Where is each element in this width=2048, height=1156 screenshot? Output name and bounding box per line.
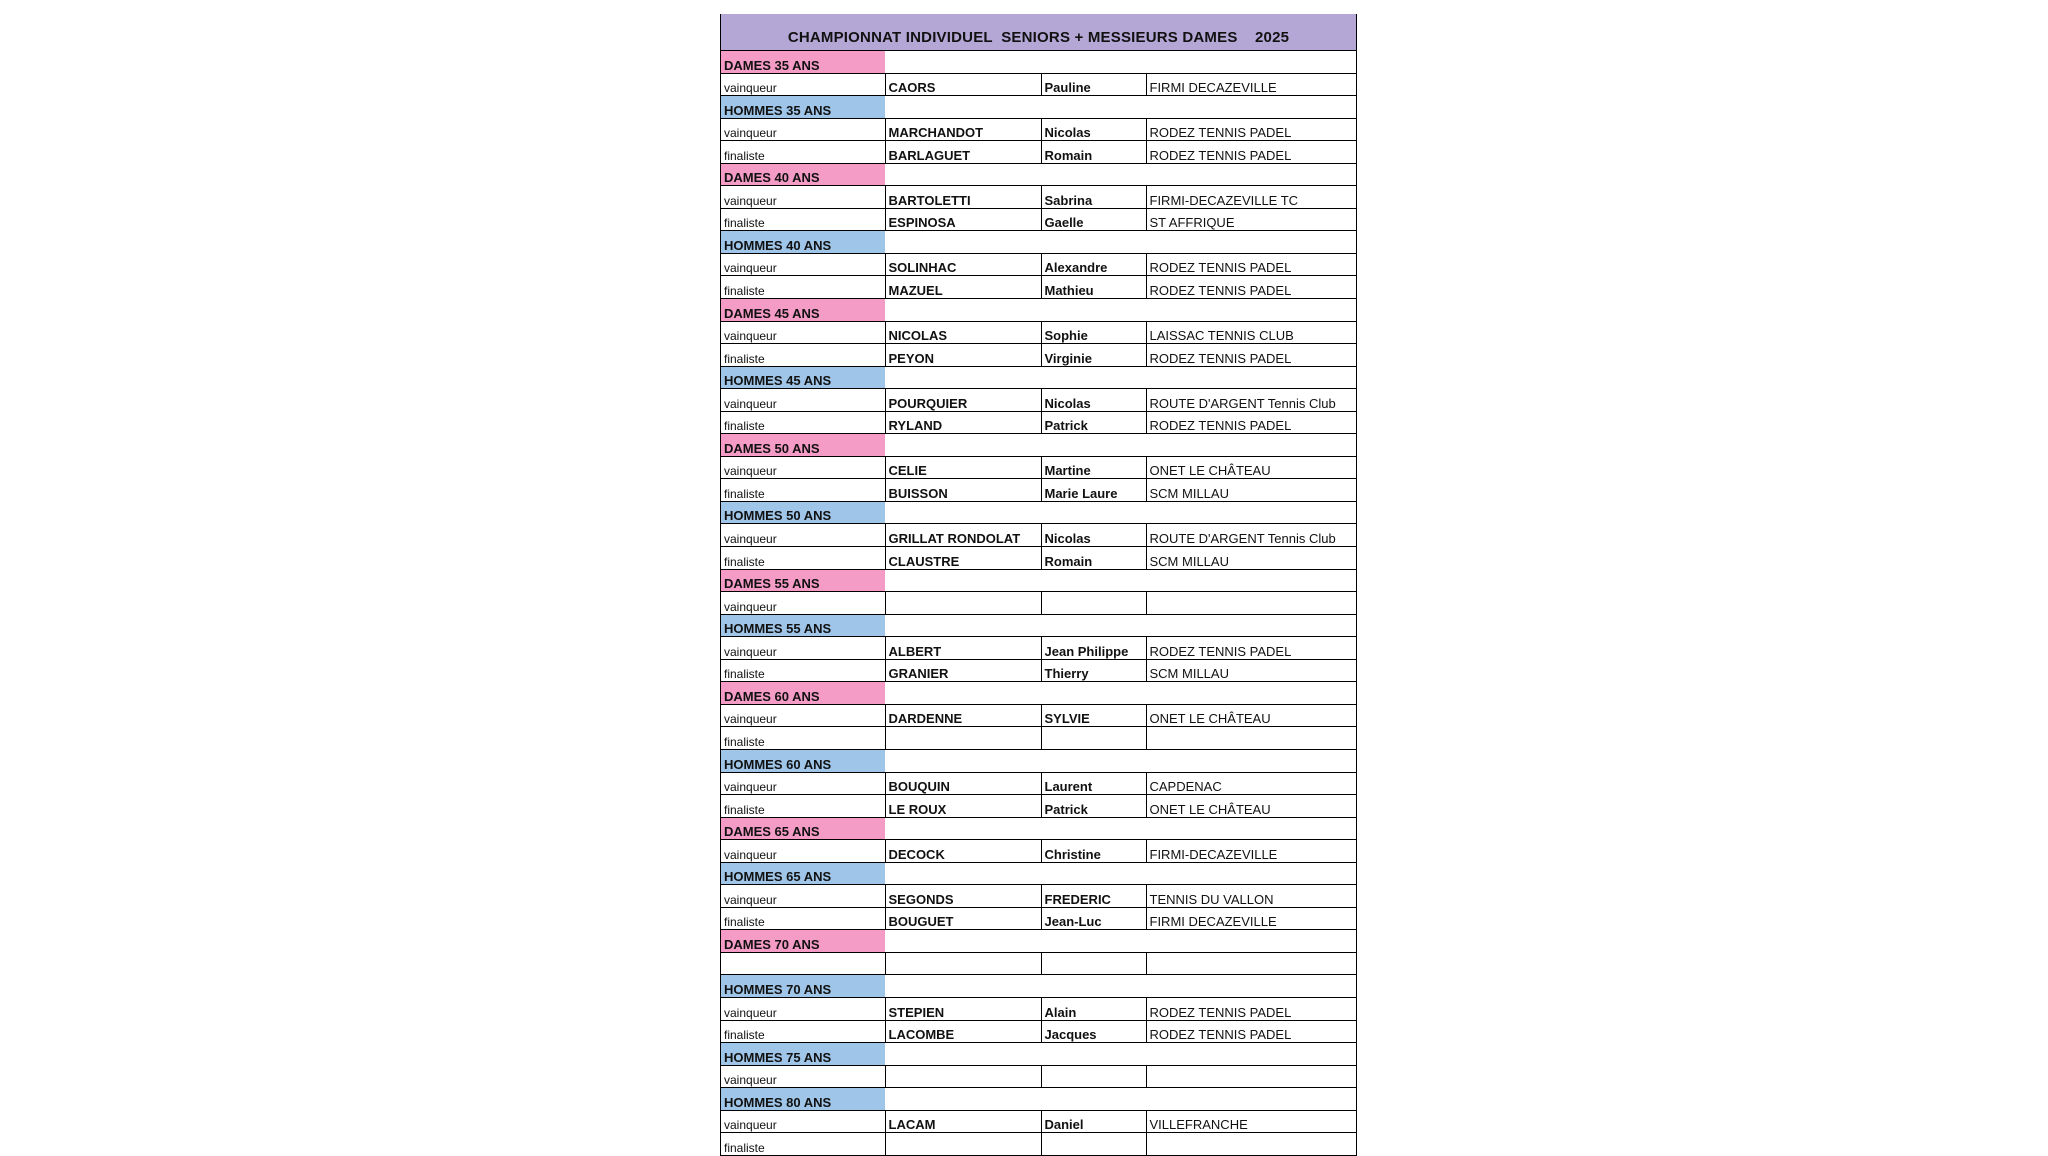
empty-cell xyxy=(885,299,1041,322)
player-row xyxy=(721,952,1356,975)
club-cell: SCM MILLAU xyxy=(1146,547,1356,570)
player-row xyxy=(721,727,1356,750)
surname-cell: BARTOLETTI xyxy=(885,186,1041,209)
role-cell: vainqueur xyxy=(721,456,885,479)
role-cell: vainqueur xyxy=(721,524,885,547)
empty-cell xyxy=(885,51,1041,74)
surname-cell: GRANIER xyxy=(885,659,1041,682)
empty-cell xyxy=(885,749,1041,772)
surname-cell xyxy=(885,1065,1041,1088)
club-cell xyxy=(1146,1133,1356,1156)
category-label: DAMES 50 ANS xyxy=(721,434,885,457)
surname-cell: GRILLAT RONDOLAT xyxy=(885,524,1041,547)
player-row xyxy=(721,997,1356,1020)
role-cell: finaliste xyxy=(721,1133,885,1156)
surname-cell: LACAM xyxy=(885,1110,1041,1133)
club-cell: VILLEFRANCHE xyxy=(1146,1110,1356,1133)
role-cell: vainqueur xyxy=(721,1110,885,1133)
category-header xyxy=(721,231,1356,254)
surname-cell xyxy=(885,727,1041,750)
club-cell: FIRMI DECAZEVILLE xyxy=(1146,907,1356,930)
firstname-cell: Jacques xyxy=(1041,1020,1146,1043)
empty-cell xyxy=(1146,614,1356,637)
firstname-cell: Romain xyxy=(1041,141,1146,164)
club-cell: ONET LE CHÂTEAU xyxy=(1146,456,1356,479)
firstname-cell: Laurent xyxy=(1041,772,1146,795)
surname-cell xyxy=(885,952,1041,975)
category-label: HOMMES 80 ANS xyxy=(721,1088,885,1111)
category-label: DAMES 45 ANS xyxy=(721,299,885,322)
surname-cell: LACOMBE xyxy=(885,1020,1041,1043)
empty-cell xyxy=(885,682,1041,705)
empty-cell xyxy=(885,434,1041,457)
empty-cell xyxy=(1041,1088,1146,1111)
club-cell: RODEZ TENNIS PADEL xyxy=(1146,997,1356,1020)
category-header xyxy=(721,1043,1356,1066)
club-cell xyxy=(1146,592,1356,615)
empty-cell xyxy=(1146,682,1356,705)
empty-cell xyxy=(1041,51,1146,74)
club-cell: ONET LE CHÂTEAU xyxy=(1146,704,1356,727)
firstname-cell: Gaelle xyxy=(1041,208,1146,231)
category-label: HOMMES 75 ANS xyxy=(721,1043,885,1066)
role-cell: vainqueur xyxy=(721,389,885,412)
category-header xyxy=(721,501,1356,524)
empty-cell xyxy=(1041,817,1146,840)
player-row xyxy=(721,321,1356,344)
role-cell: finaliste xyxy=(721,208,885,231)
surname-cell: RYLAND xyxy=(885,411,1041,434)
player-row xyxy=(721,411,1356,434)
role-cell: vainqueur xyxy=(721,186,885,209)
surname-cell xyxy=(885,592,1041,615)
club-cell: RODEZ TENNIS PADEL xyxy=(1146,1020,1356,1043)
empty-cell xyxy=(1146,862,1356,885)
empty-cell xyxy=(1041,569,1146,592)
player-row xyxy=(721,208,1356,231)
empty-cell xyxy=(1146,749,1356,772)
role-cell: finaliste xyxy=(721,659,885,682)
surname-cell: CELIE xyxy=(885,456,1041,479)
club-cell: SCM MILLAU xyxy=(1146,479,1356,502)
player-row xyxy=(721,907,1356,930)
firstname-cell xyxy=(1041,952,1146,975)
empty-cell xyxy=(1146,163,1356,186)
empty-cell xyxy=(1041,749,1146,772)
surname-cell: ESPINOSA xyxy=(885,208,1041,231)
surname-cell: ALBERT xyxy=(885,637,1041,660)
player-row xyxy=(721,1110,1356,1133)
player-row xyxy=(721,1065,1356,1088)
role-cell: vainqueur xyxy=(721,592,885,615)
results-table xyxy=(721,50,1356,1155)
role-cell: vainqueur xyxy=(721,73,885,96)
role-cell: vainqueur xyxy=(721,118,885,141)
category-label: HOMMES 35 ANS xyxy=(721,96,885,119)
results-sheet xyxy=(720,14,1357,1156)
club-cell: ONET LE CHÂTEAU xyxy=(1146,795,1356,818)
empty-cell xyxy=(885,975,1041,998)
category-header xyxy=(721,434,1356,457)
firstname-cell: Nicolas xyxy=(1041,389,1146,412)
club-cell xyxy=(1146,1065,1356,1088)
category-header xyxy=(721,614,1356,637)
surname-cell: CAORS xyxy=(885,73,1041,96)
empty-cell xyxy=(885,231,1041,254)
category-header xyxy=(721,163,1356,186)
category-header xyxy=(721,749,1356,772)
club-cell: RODEZ TENNIS PADEL xyxy=(1146,411,1356,434)
category-header xyxy=(721,1088,1356,1111)
role-cell: finaliste xyxy=(721,1020,885,1043)
club-cell: RODEZ TENNIS PADEL xyxy=(1146,637,1356,660)
category-label: DAMES 70 ANS xyxy=(721,930,885,953)
player-row xyxy=(721,795,1356,818)
role-cell: vainqueur xyxy=(721,772,885,795)
role-cell: vainqueur xyxy=(721,1065,885,1088)
role-cell: vainqueur xyxy=(721,637,885,660)
empty-cell xyxy=(1146,501,1356,524)
surname-cell: MARCHANDOT xyxy=(885,118,1041,141)
player-row xyxy=(721,547,1356,570)
category-header xyxy=(721,682,1356,705)
firstname-cell: Thierry xyxy=(1041,659,1146,682)
empty-cell xyxy=(1146,930,1356,953)
player-row xyxy=(721,772,1356,795)
surname-cell: SOLINHAC xyxy=(885,253,1041,276)
firstname-cell: Alain xyxy=(1041,997,1146,1020)
role-cell: vainqueur xyxy=(721,321,885,344)
empty-cell xyxy=(1041,96,1146,119)
surname-cell: NICOLAS xyxy=(885,321,1041,344)
role-cell: vainqueur xyxy=(721,704,885,727)
category-header xyxy=(721,975,1356,998)
role-cell: finaliste xyxy=(721,907,885,930)
empty-cell xyxy=(1146,817,1356,840)
empty-cell xyxy=(1041,299,1146,322)
empty-cell xyxy=(1041,614,1146,637)
category-header xyxy=(721,299,1356,322)
firstname-cell: Romain xyxy=(1041,547,1146,570)
role-cell: finaliste xyxy=(721,795,885,818)
surname-cell: POURQUIER xyxy=(885,389,1041,412)
category-header xyxy=(721,862,1356,885)
club-cell: SCM MILLAU xyxy=(1146,659,1356,682)
firstname-cell: Patrick xyxy=(1041,795,1146,818)
surname-cell: DARDENNE xyxy=(885,704,1041,727)
firstname-cell: Sabrina xyxy=(1041,186,1146,209)
firstname-cell: Nicolas xyxy=(1041,118,1146,141)
category-label: DAMES 65 ANS xyxy=(721,817,885,840)
player-row xyxy=(721,141,1356,164)
surname-cell: LE ROUX xyxy=(885,795,1041,818)
sheet-title: CHAMPIONNAT INDIVIDUEL SENIORS + MESSIEURS DAMES 2025 xyxy=(721,14,1356,50)
player-row xyxy=(721,344,1356,367)
player-row xyxy=(721,276,1356,299)
club-cell: ST AFFRIQUE xyxy=(1146,208,1356,231)
surname-cell: BUISSON xyxy=(885,479,1041,502)
empty-cell xyxy=(1041,862,1146,885)
firstname-cell: Jean-Luc xyxy=(1041,907,1146,930)
empty-cell xyxy=(1146,1088,1356,1111)
firstname-cell: Alexandre xyxy=(1041,253,1146,276)
empty-cell xyxy=(885,930,1041,953)
category-label: HOMMES 45 ANS xyxy=(721,366,885,389)
category-header xyxy=(721,366,1356,389)
empty-cell xyxy=(885,614,1041,637)
empty-cell xyxy=(1041,930,1146,953)
club-cell: RODEZ TENNIS PADEL xyxy=(1146,344,1356,367)
category-label: HOMMES 55 ANS xyxy=(721,614,885,637)
role-cell: finaliste xyxy=(721,411,885,434)
empty-cell xyxy=(1041,682,1146,705)
surname-cell: BOUQUIN xyxy=(885,772,1041,795)
role-cell: finaliste xyxy=(721,727,885,750)
category-label: DAMES 60 ANS xyxy=(721,682,885,705)
firstname-cell: Jean Philippe xyxy=(1041,637,1146,660)
empty-cell xyxy=(885,96,1041,119)
firstname-cell: Sophie xyxy=(1041,321,1146,344)
player-row xyxy=(721,704,1356,727)
empty-cell xyxy=(1146,96,1356,119)
player-row xyxy=(721,524,1356,547)
firstname-cell: SYLVIE xyxy=(1041,704,1146,727)
club-cell: ROUTE D'ARGENT Tennis Club xyxy=(1146,524,1356,547)
surname-cell: BARLAGUET xyxy=(885,141,1041,164)
firstname-cell xyxy=(1041,727,1146,750)
surname-cell: BOUGUET xyxy=(885,907,1041,930)
club-cell: FIRMI-DECAZEVILLE TC xyxy=(1146,186,1356,209)
role-cell: finaliste xyxy=(721,276,885,299)
surname-cell xyxy=(885,1133,1041,1156)
role-cell: vainqueur xyxy=(721,253,885,276)
club-cell: FIRMI DECAZEVILLE xyxy=(1146,73,1356,96)
player-row xyxy=(721,1133,1356,1156)
surname-cell: PEYON xyxy=(885,344,1041,367)
role-cell: vainqueur xyxy=(721,840,885,863)
firstname-cell: Martine xyxy=(1041,456,1146,479)
category-label: DAMES 35 ANS xyxy=(721,51,885,74)
empty-cell xyxy=(1146,975,1356,998)
role-cell: finaliste xyxy=(721,547,885,570)
empty-cell xyxy=(885,366,1041,389)
empty-cell xyxy=(1041,975,1146,998)
firstname-cell: FREDERIC xyxy=(1041,885,1146,908)
player-row xyxy=(721,637,1356,660)
category-header xyxy=(721,817,1356,840)
club-cell: CAPDENAC xyxy=(1146,772,1356,795)
surname-cell: STEPIEN xyxy=(885,997,1041,1020)
category-header xyxy=(721,930,1356,953)
firstname-cell xyxy=(1041,1133,1146,1156)
player-row xyxy=(721,389,1356,412)
club-cell: TENNIS DU VALLON xyxy=(1146,885,1356,908)
empty-cell xyxy=(885,1043,1041,1066)
empty-cell xyxy=(1041,163,1146,186)
role-cell xyxy=(721,952,885,975)
player-row xyxy=(721,253,1356,276)
category-label: HOMMES 65 ANS xyxy=(721,862,885,885)
empty-cell xyxy=(885,569,1041,592)
firstname-cell: Virginie xyxy=(1041,344,1146,367)
role-cell: finaliste xyxy=(721,479,885,502)
club-cell xyxy=(1146,952,1356,975)
role-cell: finaliste xyxy=(721,344,885,367)
category-label: HOMMES 40 ANS xyxy=(721,231,885,254)
club-cell: FIRMI-DECAZEVILLE xyxy=(1146,840,1356,863)
firstname-cell: Pauline xyxy=(1041,73,1146,96)
category-header xyxy=(721,51,1356,74)
player-row xyxy=(721,456,1356,479)
club-cell: RODEZ TENNIS PADEL xyxy=(1146,141,1356,164)
firstname-cell: Christine xyxy=(1041,840,1146,863)
player-row xyxy=(721,659,1356,682)
empty-cell xyxy=(1146,569,1356,592)
empty-cell xyxy=(1041,366,1146,389)
player-row xyxy=(721,1020,1356,1043)
empty-cell xyxy=(1041,501,1146,524)
empty-cell xyxy=(885,163,1041,186)
empty-cell xyxy=(885,1088,1041,1111)
player-row xyxy=(721,118,1356,141)
role-cell: vainqueur xyxy=(721,997,885,1020)
category-label: DAMES 40 ANS xyxy=(721,163,885,186)
category-label: HOMMES 50 ANS xyxy=(721,501,885,524)
empty-cell xyxy=(885,817,1041,840)
empty-cell xyxy=(1041,1043,1146,1066)
club-cell: RODEZ TENNIS PADEL xyxy=(1146,253,1356,276)
player-row xyxy=(721,479,1356,502)
category-header xyxy=(721,569,1356,592)
surname-cell: MAZUEL xyxy=(885,276,1041,299)
empty-cell xyxy=(1041,434,1146,457)
category-label: HOMMES 70 ANS xyxy=(721,975,885,998)
empty-cell xyxy=(885,501,1041,524)
firstname-cell: Mathieu xyxy=(1041,276,1146,299)
firstname-cell: Daniel xyxy=(1041,1110,1146,1133)
role-cell: finaliste xyxy=(721,141,885,164)
club-cell: RODEZ TENNIS PADEL xyxy=(1146,118,1356,141)
category-label: HOMMES 60 ANS xyxy=(721,749,885,772)
club-cell: RODEZ TENNIS PADEL xyxy=(1146,276,1356,299)
player-row xyxy=(721,73,1356,96)
player-row xyxy=(721,840,1356,863)
firstname-cell: Patrick xyxy=(1041,411,1146,434)
club-cell: ROUTE D'ARGENT Tennis Club xyxy=(1146,389,1356,412)
firstname-cell: Marie Laure xyxy=(1041,479,1146,502)
empty-cell xyxy=(1146,231,1356,254)
club-cell: LAISSAC TENNIS CLUB xyxy=(1146,321,1356,344)
surname-cell: DECOCK xyxy=(885,840,1041,863)
firstname-cell xyxy=(1041,592,1146,615)
player-row xyxy=(721,592,1356,615)
empty-cell xyxy=(1146,366,1356,389)
surname-cell: SEGONDS xyxy=(885,885,1041,908)
surname-cell: CLAUSTRE xyxy=(885,547,1041,570)
role-cell: vainqueur xyxy=(721,885,885,908)
empty-cell xyxy=(1146,51,1356,74)
empty-cell xyxy=(885,862,1041,885)
empty-cell xyxy=(1146,299,1356,322)
category-label: DAMES 55 ANS xyxy=(721,569,885,592)
category-header xyxy=(721,96,1356,119)
club-cell xyxy=(1146,727,1356,750)
empty-cell xyxy=(1041,231,1146,254)
player-row xyxy=(721,186,1356,209)
firstname-cell xyxy=(1041,1065,1146,1088)
player-row xyxy=(721,885,1356,908)
empty-cell xyxy=(1146,1043,1356,1066)
empty-cell xyxy=(1146,434,1356,457)
firstname-cell: Nicolas xyxy=(1041,524,1146,547)
